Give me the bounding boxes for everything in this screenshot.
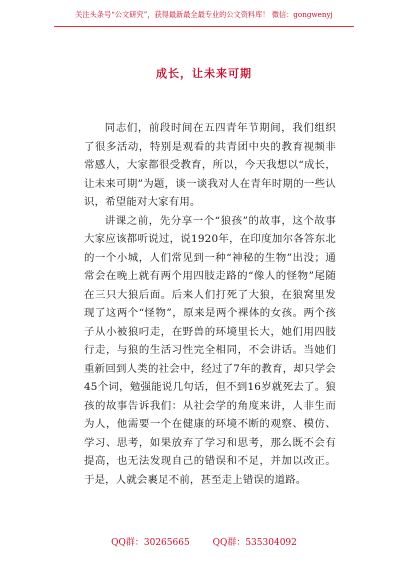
footer-contacts (0, 537, 408, 549)
footer-qq-group-1: QQ群：30265665 (111, 538, 190, 548)
document-title: 成长，让未来可期 (156, 67, 252, 80)
footer-qq-group-2: QQ群：535304092 (212, 538, 297, 548)
paragraph-1: 同志们，前段时间在五四青年节期间，我们组织了很多活动，特别是观看的共青团中央的教育视频非常感人，大家都很受教育，所以，今天我想以“成长，让未来可期”为题，谈一谈我对人在青年时期的一些认识，希望能对大家有用。 (84, 122, 336, 208)
paragraph-2: 讲课之前，先分享一个“狼孩”的故事，这个故事大家应该都听说过，说1920年，在印度加尔各答东北的一个小城，人们常见到一种“神秘的生物”出没；通常会在晚上就有两个用四肢走路的“像人的怪物”尾随在三只大狼后面。后来人们打死了大狼，在狼窝里发现了这两个“怪物”，原来是两个裸体的女孩。两个孩子从小被狼叼走，在野兽的环境里长大，她们用四肢行走，与狼的生活习性完全相同，不会讲话。当她们重新回到人类的社会中，经过了7年的教育，却只学会45个词，勉强能说几句话，但不到16岁就死去了。狼孩的故事告诉我们：从社会学的角度来讲，人非生而为人，他需要一个在健康的环境不断的观察、模仿、学习、思考，如果放弃了学习和思考，那么既不会有提高，也无法发现自己的错误和不足，并加以改正。于是，人就会裹足不前，甚至走上错误的道路。 (84, 214, 336, 486)
header-divider (54, 26, 354, 27)
header-notice: 关注头条号“公文研究”，获得最新最全最专业的公文资料库！ 微信：gongwenyj (75, 10, 333, 19)
document-body (84, 119, 336, 489)
